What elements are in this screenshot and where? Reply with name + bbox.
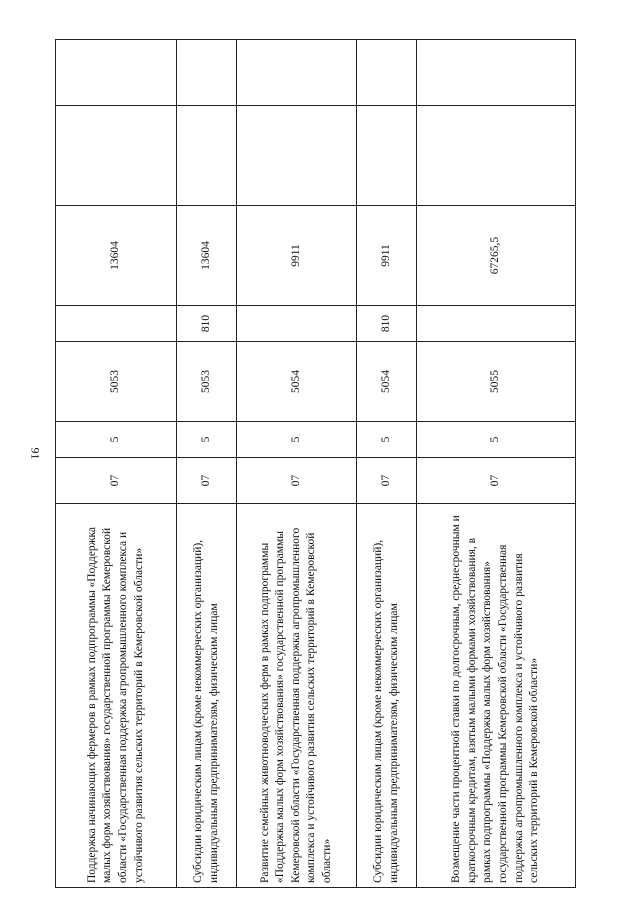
expense-type-cell <box>417 306 576 342</box>
chapter-cell: 07 <box>357 458 417 504</box>
empty-cell <box>177 40 237 106</box>
amount-cell: 13604 <box>56 206 177 306</box>
chapter-cell: 07 <box>417 458 576 504</box>
target-article-cell: 5053 <box>177 342 237 422</box>
amount-cell: 9911 <box>357 206 417 306</box>
table-row <box>237 40 357 888</box>
amount-cell: 67265,5 <box>417 206 576 306</box>
expense-type-cell: 810 <box>357 306 417 342</box>
empty-cell <box>417 106 576 206</box>
empty-cell <box>237 40 357 106</box>
chapter-cell: 07 <box>56 458 177 504</box>
empty-cell <box>237 106 357 206</box>
amount-cell: 13604 <box>177 206 237 306</box>
expense-type-cell <box>56 306 177 342</box>
empty-cell <box>417 40 576 106</box>
page-number: 91 <box>28 447 43 460</box>
table-row <box>177 40 237 888</box>
row-name-cell: Субсидии юридическим лицам (кроме некоммерческих организаций), индивидуальным предпринимателям, физическим лицам <box>177 504 237 888</box>
subchapter-cell: 5 <box>56 422 177 458</box>
expense-type-cell: 810 <box>177 306 237 342</box>
row-name-cell: Развитие семейных животноводческих ферм в рамках подпрограммы «Поддержка малых форм хозяйствования» государственной программы Кемеровской области «Государственная поддержка агропромышленного комплекса и устойчивого развития сельских территорий в Кемеровской области» <box>237 504 357 888</box>
chapter-cell: 07 <box>177 458 237 504</box>
rotated-page-content <box>55 40 575 888</box>
subchapter-cell: 5 <box>357 422 417 458</box>
empty-cell <box>56 40 177 106</box>
chapter-cell: 07 <box>237 458 357 504</box>
empty-cell <box>357 106 417 206</box>
table-row <box>56 40 177 888</box>
target-article-cell: 5053 <box>56 342 177 422</box>
subchapter-cell: 5 <box>417 422 576 458</box>
budget-table <box>55 39 576 888</box>
row-name-cell: Возмещение части процентной ставки по долгосрочным, среднесрочным и краткосрочным кредитам, взятым малыми формами хозяйствования, в рамках подпрограммы «Поддержка малых форм хозяйствования» государственной программы Кемеровской области «Государственная поддержка агропромышленного комплекса и устойчивого развития сельских территорий в Кемеровской области» <box>417 504 576 888</box>
subchapter-cell: 5 <box>237 422 357 458</box>
row-name-cell: Субсидии юридическим лицам (кроме некоммерческих организаций), индивидуальным предпринимателям, физическим лицам <box>357 504 417 888</box>
empty-cell <box>357 40 417 106</box>
empty-cell <box>56 106 177 206</box>
empty-cell <box>177 106 237 206</box>
table-row <box>417 40 576 888</box>
expense-type-cell <box>237 306 357 342</box>
subchapter-cell: 5 <box>177 422 237 458</box>
table-row <box>357 40 417 888</box>
target-article-cell: 5055 <box>417 342 576 422</box>
row-name-cell: Поддержка начинающих фермеров в рамках подпрограммы «Поддержка малых форм хозяйствования» государственной программы Кемеровской области «Государственная поддержка агропромышленного комплекса и устойчивого развития сельских территорий в Кемеровской области» <box>56 504 177 888</box>
target-article-cell: 5054 <box>237 342 357 422</box>
amount-cell: 9911 <box>237 206 357 306</box>
target-article-cell: 5054 <box>357 342 417 422</box>
